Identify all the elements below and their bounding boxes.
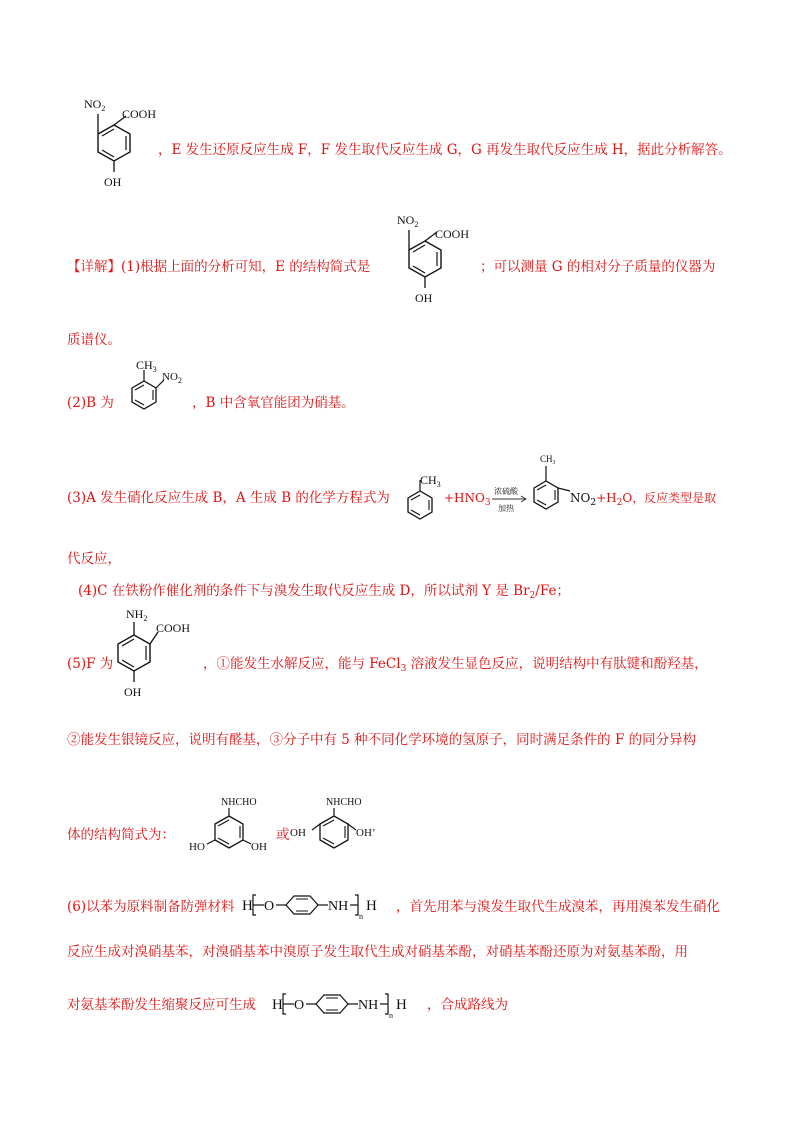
svg-text:OH: OH <box>415 291 433 305</box>
part-5-line2: ②能发生银镜反应，说明有醛基，③分子中有 5 种不同化学环境的氢原子，同时满足条件的 F 的同分异构 <box>67 732 697 748</box>
svg-text:COOH: COOH <box>156 621 191 635</box>
structure-e-detail <box>385 210 485 306</box>
part-6-prefix: (6)以苯为原料制备防弹材料 <box>67 899 235 915</box>
svg-text:COOH: COOH <box>122 107 157 121</box>
part-6-suffix: ，首先用苯与溴发生取代生成溴苯，再用溴苯发生硝化 <box>396 899 720 915</box>
structure-isomer-1 <box>185 792 275 868</box>
or-text: 或 <box>276 827 290 843</box>
svg-text:H: H <box>242 898 253 914</box>
svg-text:H: H <box>396 997 407 1013</box>
svg-text:NHCHO: NHCHO <box>326 797 362 808</box>
part-5-line3: 体的结构简式为： <box>67 827 175 843</box>
detail-1-cont: 质谱仪。 <box>67 332 121 348</box>
svg-text:NH: NH <box>328 899 349 914</box>
svg-text:H: H <box>272 997 283 1013</box>
part-6-line2: 反应生成对溴硝基苯，对溴硝基苯中溴原子发生取代生成对硝基苯酚，对硝基苯酚还原为对氨基苯酚，用 <box>67 944 688 960</box>
structure-b <box>118 356 198 416</box>
part-3-cont: 代反应， <box>67 551 121 567</box>
part-5-prefix: (5)F 为 <box>67 656 114 672</box>
svg-text:COOH: COOH <box>435 227 470 241</box>
part-3-prefix: (3)A 发生硝化反应生成 B，A 生成 B 的化学方程式为 <box>67 490 390 506</box>
svg-text:浓硫酸: 浓硫酸 <box>494 487 518 496</box>
svg-text:HO: HO <box>189 841 205 853</box>
structure-polymer-1 <box>240 885 400 925</box>
detail-1-suffix: ；可以测量 G 的相对分子质量的仪器为 <box>480 259 716 275</box>
svg-text:NH2: $NH_2$ <box>126 607 148 623</box>
svg-text:H: H <box>366 898 377 914</box>
part-6-line3-end: ，合成路线为 <box>427 997 508 1013</box>
svg-text:加热: 加热 <box>498 504 514 513</box>
svg-text:NO2: $NO_2$ <box>162 371 182 385</box>
part-3-product: $NO_2+H_2O$，反应类型是取 <box>570 491 717 508</box>
structure-polymer-2 <box>270 984 430 1024</box>
svg-text:CH3: $CH_3$ <box>420 473 441 489</box>
svg-text:CH3: $CH_3$ <box>136 358 157 374</box>
part-2-prefix: (2)B 为 <box>67 395 114 411</box>
reagent-hno3: $+HNO_3$ <box>444 491 491 508</box>
svg-text:OH: OH <box>104 175 122 189</box>
reaction-arrow <box>490 477 530 521</box>
svg-text:OH’: OH’ <box>356 827 376 839</box>
part-2-suffix: ，B 中含氧官能团为硝基。 <box>192 395 355 411</box>
part-5-suffix: ，①能发生水解反应，能与 FeCl$_3$ 溶液发生显色反应，说明结构中有肽键和酚羟基， <box>203 656 708 674</box>
paragraph-analysis: ，E 发生还原反应生成 F，F 发生取代反应生成 G，G 再发生取代反应生成 H，据此分析解答。 <box>158 142 732 158</box>
svg-text:n: n <box>359 912 363 921</box>
svg-text:OH: OH <box>124 685 142 699</box>
svg-text:NH: NH <box>358 998 379 1013</box>
svg-text:O: O <box>264 899 275 914</box>
part-4: (4)C 在铁粉作催化剂的条件下与溴发生取代反应生成 D，所以试剂 Y 是 $Br_2/Fe$； <box>78 583 570 601</box>
structure-isomer-2 <box>290 792 390 868</box>
detail-1-prefix: 【详解】(1)根据上面的分析可知，E 的结构简式是 <box>67 259 371 275</box>
svg-text:OH: OH <box>251 841 267 853</box>
part-6-line3: 对氨基苯酚发生缩聚反应可生成 <box>67 997 256 1013</box>
svg-text:NO2: $NO_2$ <box>84 97 106 113</box>
svg-text:OH: OH <box>290 827 306 839</box>
structure-toluene <box>400 472 446 528</box>
structure-o-nitrotoluene <box>526 452 576 528</box>
svg-text:n: n <box>389 1011 393 1020</box>
svg-text:CH3: $CH_3$ <box>540 454 556 466</box>
structure-f <box>104 604 204 700</box>
svg-text:NHCHO: NHCHO <box>221 797 257 808</box>
svg-text:NO2: $NO_2$ <box>397 213 419 229</box>
svg-text:O: O <box>294 998 305 1013</box>
